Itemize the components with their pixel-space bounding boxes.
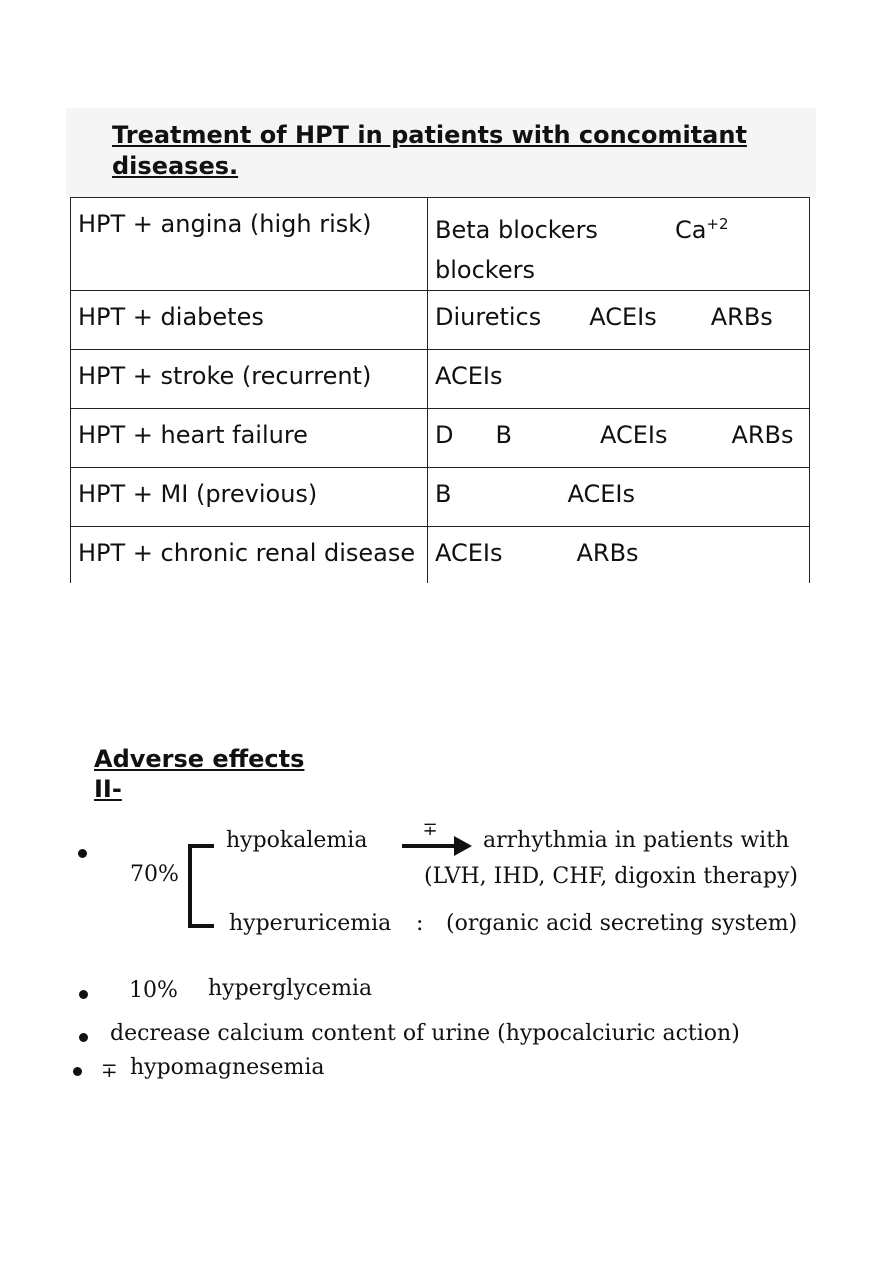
table-row (71, 350, 810, 409)
drugs-cell (428, 409, 810, 468)
drug: ACEIs (567, 480, 635, 508)
drug: ARBs (576, 539, 639, 567)
page-title: Treatment of HPT in patients with concomitant diseases. (112, 121, 747, 180)
drug: blockers (435, 256, 535, 284)
hyperglycemia-text: hyperglycemia (208, 976, 373, 1001)
heading-line: Adverse effects (94, 745, 305, 773)
hypokalemia-text: hypokalemia (226, 828, 368, 853)
hypomagnesemia-text: hypomagnesemia (130, 1055, 325, 1080)
condition-cell: HPT + chronic renal disease (71, 527, 428, 584)
drug: ACEIs (435, 362, 503, 390)
arrow-right-icon (402, 826, 472, 856)
drug: B (435, 480, 452, 508)
table-row (71, 291, 810, 350)
bullet-icon (79, 1033, 88, 1042)
bullet-icon (73, 1067, 82, 1076)
superscript: +2 (706, 215, 729, 233)
calcium-text: decrease calcium content of urine (hypocalciuric action) (110, 1021, 740, 1046)
drug: ACEIs (589, 303, 657, 331)
table-row (71, 527, 810, 584)
colon: : (416, 911, 424, 936)
table-row (71, 468, 810, 527)
table-row (71, 409, 810, 468)
drug: ARBs (710, 303, 773, 331)
treatment-table (70, 197, 810, 583)
drugs-cell (428, 350, 810, 409)
drugs-cell (428, 291, 810, 350)
adverse-effects-heading (94, 744, 304, 804)
percent-70: 70% (130, 862, 179, 887)
drug: ACEIs (599, 421, 668, 449)
heading-line: II- (94, 775, 122, 803)
drug: ACEIs (435, 539, 503, 567)
arrhythmia-line-2: (LVH, IHD, CHF, digoxin therapy) (424, 864, 799, 889)
condition-cell: HPT + MI (previous) (71, 468, 428, 527)
plus-minus-symbol: ∓ (422, 819, 438, 840)
drug: ARBs (731, 421, 794, 449)
bullet-icon (78, 849, 87, 858)
arrhythmia-line-1: arrhythmia in patients with (483, 828, 790, 853)
drug: B (495, 421, 512, 449)
drug: $Ca^{+2}$ (674, 215, 729, 244)
minus-plus-symbol: ∓ (101, 1058, 118, 1082)
organic-acid-text: (organic acid secreting system) (446, 911, 798, 936)
condition-cell: HPT + diabetes (71, 291, 428, 350)
drug: D (435, 421, 454, 449)
bullet-icon (79, 990, 88, 999)
drugs-cell (428, 198, 810, 291)
hyperuricemia-text: hyperuricemia (229, 911, 392, 936)
drug: Beta blockers (435, 216, 598, 244)
drug: Diuretics (435, 303, 542, 331)
bracket-mask (196, 848, 216, 924)
condition-cell: HPT + angina (high risk) (71, 198, 428, 291)
percent-10: 10% (129, 978, 178, 1003)
table-row (71, 198, 810, 291)
drugs-cell (428, 468, 810, 527)
condition-cell: HPT + heart failure (71, 409, 428, 468)
drugs-cell (428, 527, 810, 584)
condition-cell: HPT + stroke (recurrent) (71, 350, 428, 409)
